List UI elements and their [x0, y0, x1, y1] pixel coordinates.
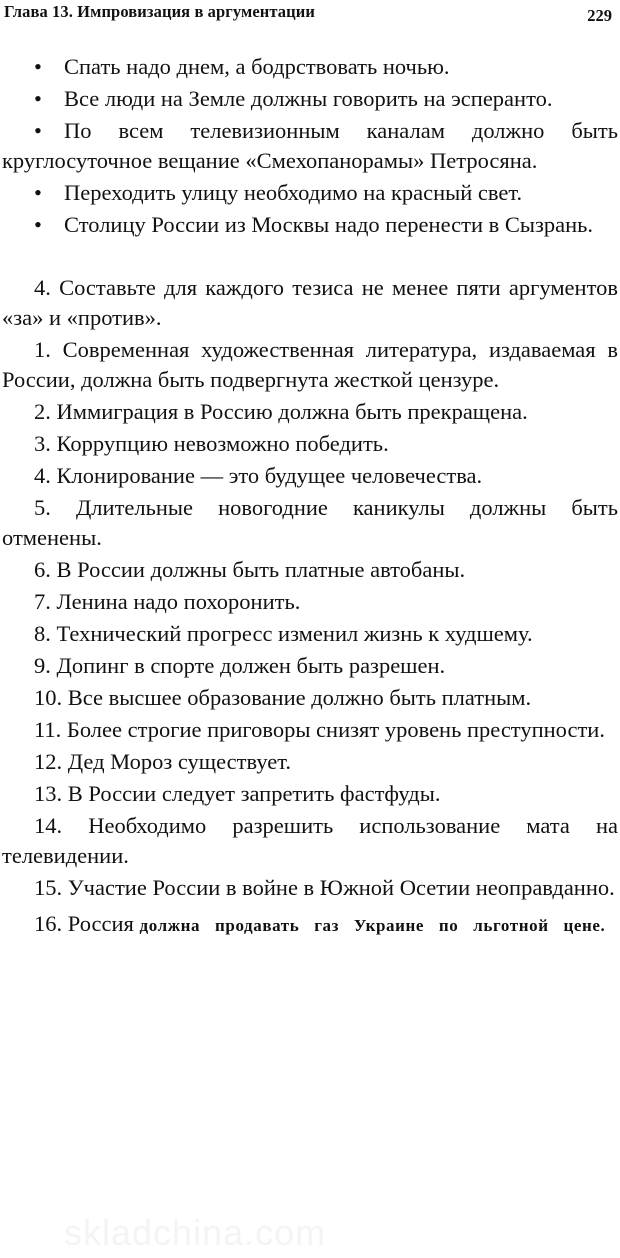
thesis-item: 8. Технический прогресс изменил жизнь к худшему. [34, 621, 533, 646]
thesis-item: 9. Допинг в спорте должен быть разрешен. [34, 653, 446, 678]
page-header [0, 0, 620, 30]
spacer [2, 242, 618, 273]
thesis-item: 5. Длительные новогодние каникулы должны быть отменены. [2, 495, 618, 550]
page-body [2, 52, 618, 943]
bullet-item: • Спать надо днем, а бодрствовать ночью. [2, 52, 618, 82]
thesis-numbered-list [2, 335, 618, 941]
bullet-icon: • [34, 86, 42, 111]
bullet-item: • Столицу России из Москвы надо перенести в Сызрань. [2, 210, 618, 240]
thesis-item: 12. Дед Мороз существует. [34, 749, 292, 774]
bullet-icon: • [34, 54, 42, 79]
thesis-item: 11. Более строгие приговоры снизят уровень преступности. [34, 717, 605, 742]
bullet-icon: • [34, 212, 42, 237]
thesis-item: 15. Участие России в войне в Южной Осетии неоправданно. [34, 875, 615, 900]
bullet-icon: • [34, 118, 42, 143]
watermark: skladchina.com [64, 1212, 327, 1253]
chapter-title: Глава 13. Импровизация в аргументации [4, 2, 315, 21]
thesis-item: 14. Необходимо разрешить использование мата на телевидении. [2, 813, 619, 868]
bullet-icon: • [34, 180, 42, 205]
thesis-item: 13. В России следует запретить фастфуды. [34, 781, 441, 806]
bold-text-fragment: должна продавать газ Украине по льготной цене. [139, 916, 606, 935]
thesis-item: 6. В России должны быть платные автобаны. [34, 557, 466, 582]
thesis-item: 1. Современная художественная литература, издаваемая в России, должна быть подвергнута жесткой цензуре. [2, 337, 619, 392]
thesis-item: 4. Клонирование — это будущее человечества. [34, 463, 483, 488]
thesis-bullet-list [2, 52, 618, 240]
bullet-item: • Все люди на Земле должны говорить на эсперанто. [2, 84, 618, 114]
thesis-item: 2. Иммиграция в Россию должна быть прекращена. [34, 399, 528, 424]
task-instruction: 4. Составьте для каждого тезиса не менее пяти аргументов «за» и «против». [2, 275, 618, 330]
thesis-item: 16. Россия должна продавать газ Украине по льготной цене. [34, 911, 606, 936]
thesis-item: 7. Ленина надо похоронить. [34, 589, 301, 614]
thesis-item: 10. Все высшее образование должно быть платным. [34, 685, 532, 710]
thesis-item: 3. Коррупцию невозможно победить. [34, 431, 389, 456]
page-number: 229 [587, 6, 612, 25]
bullet-item: • По всем телевизионным каналам должно быть круглосуточное вещание «Смехопанорамы» Петросяна. [2, 118, 618, 173]
bullet-item: • Переходить улицу необходимо на красный свет. [2, 178, 618, 208]
